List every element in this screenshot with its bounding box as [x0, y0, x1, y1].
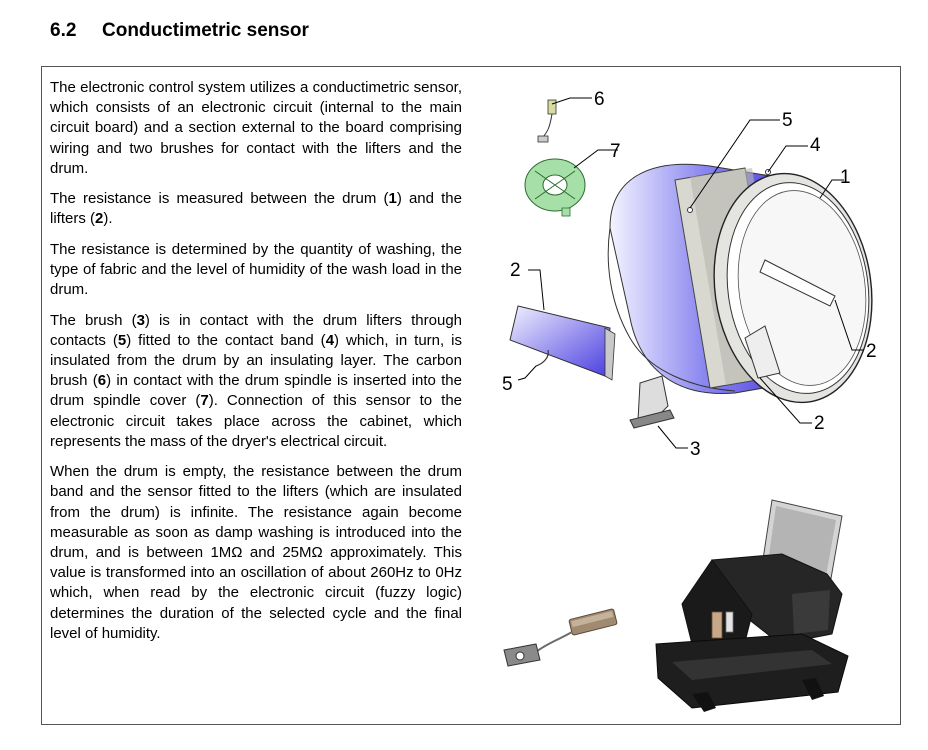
lifter: [510, 306, 615, 380]
section-number: 6.2: [50, 20, 77, 41]
carbon-brush-photo: [498, 608, 628, 668]
text-run: The electronic control system utilizes a conductimetric sensor, which consists of an electronic circuit (internal to the main circuit board) and a section external to the board comprising wiring and two brushes for contact with the lifters and the drum.: [50, 79, 462, 177]
callout-label: 3: [690, 439, 701, 460]
reference-number: 2: [95, 210, 104, 228]
reference-number: 7: [200, 392, 209, 410]
callout-label: 2: [866, 341, 877, 362]
reference-number: 6: [97, 372, 107, 390]
drum-exploded-diagram: [490, 88, 890, 468]
callout-label: 6: [594, 89, 605, 110]
callout-label: 1: [840, 167, 851, 188]
text-run: ).: [103, 210, 113, 228]
reference-number: 4: [325, 331, 335, 349]
text-run: ) in contact with the drum spindle is inserted into the drum spindle cover (: [50, 372, 462, 410]
text-run: When the drum is empty, the resistance between the drum band and the sensor fitted to the lifters (which are insulated from the drum) is infinite. The resistance again become measurable as soon as damp washing is introduced into the drum, and is between 1MΩ and 25MΩ approximately. This value is transformed into an oscillation of about 260Hz to 0Hz which, when read by the electronic circuit (fuzzy logic) determines the duration of the selected cycle and the final level of humidity.: [50, 463, 462, 642]
text-run: ) is in contact with the drum lifters through contacts (: [50, 311, 463, 349]
paragraph: [50, 189, 462, 229]
reference-number: 3: [136, 311, 145, 329]
text-run: The resistance is measured between the drum (: [50, 190, 389, 208]
paragraph: [50, 240, 462, 301]
section-heading: [50, 20, 309, 42]
callout-label: 2: [510, 260, 521, 281]
reference-number: 5: [117, 331, 127, 349]
paragraph: [50, 311, 462, 452]
spindle-cover: [525, 159, 585, 216]
text-run: ) and the lifters (: [50, 190, 462, 228]
section-title: Conductimetric sensor: [102, 20, 309, 41]
brush-holder-photo: [652, 494, 858, 718]
brush-holder: [630, 376, 674, 428]
text-run: ). Connection of this sensor to the electronic circuit takes place across the cabinet, which represents the mass of the dryer's electrical circuit.: [50, 392, 463, 450]
text-run: The resistance is determined by the quantity of washing, the type of fabric and the level of humidity of the wash load in the drum.: [50, 240, 462, 299]
text-run: ) which, in turn, is insulated from the drum by an insulating layer. The carbon brush (: [50, 331, 462, 390]
callout-label: 5: [502, 374, 513, 395]
text-run: The brush (: [50, 311, 137, 329]
paragraph: [50, 78, 462, 179]
paragraph: [50, 462, 462, 644]
body-text: [50, 78, 462, 654]
callout-label: 5: [782, 110, 793, 131]
callout-label: 4: [810, 135, 821, 156]
text-run: ) fitted to the contact band (: [126, 331, 326, 349]
carbon-brush: [538, 100, 556, 142]
callout-label: 7: [610, 141, 621, 162]
callout-label: 2: [814, 413, 825, 434]
reference-number: 1: [388, 190, 397, 208]
drum: [608, 163, 886, 412]
